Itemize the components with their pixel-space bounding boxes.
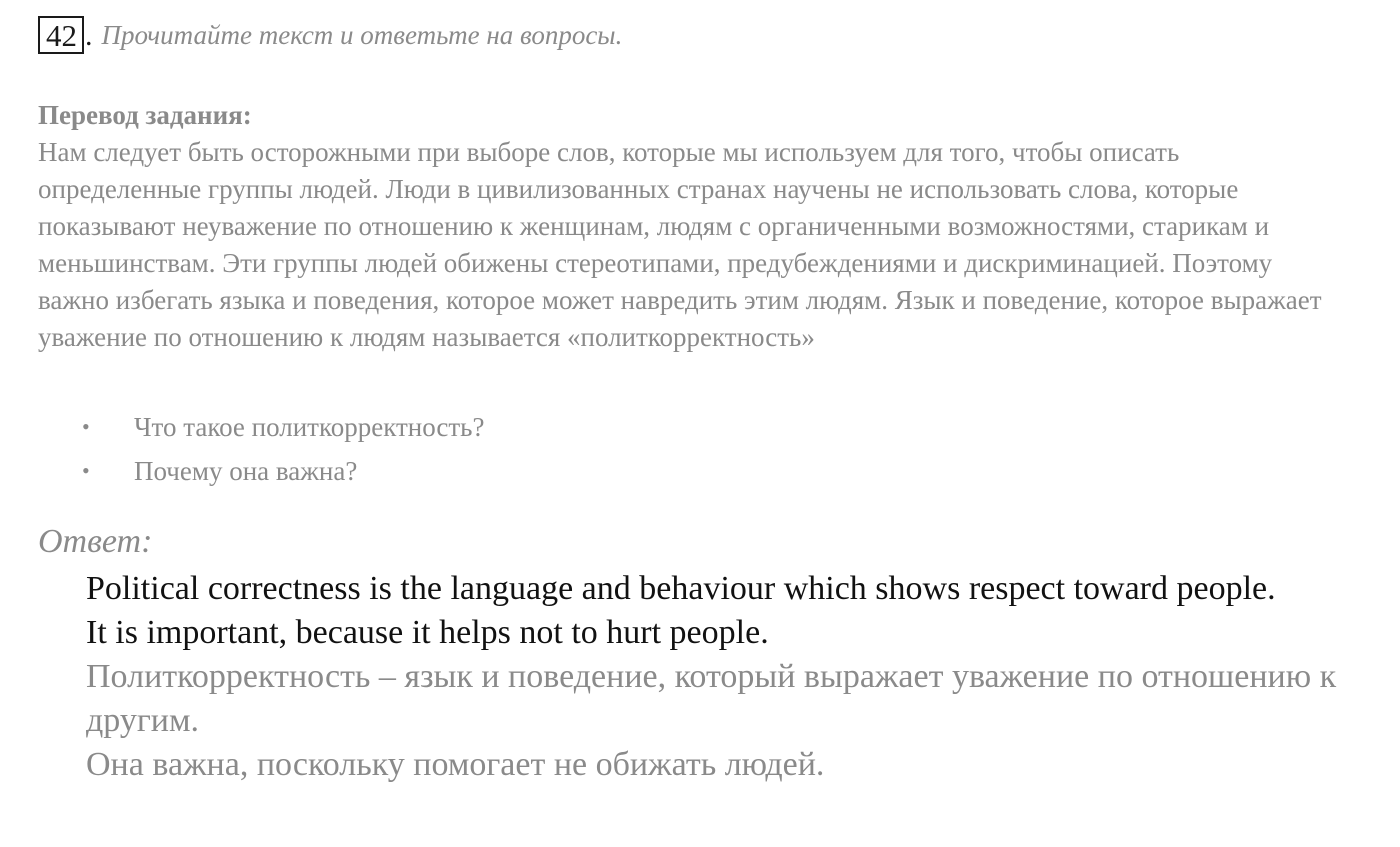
- question-list: [82, 405, 484, 493]
- bullet-icon: •: [82, 414, 90, 439]
- question-text: Почему она важна?: [134, 456, 358, 486]
- list-item: [82, 405, 484, 449]
- answer-label: Ответ:: [38, 523, 153, 560]
- bullet-icon: •: [82, 458, 90, 483]
- answer-english-2: It is important, because it helps not to hurt people.: [86, 614, 769, 651]
- answer-english-1: Political correctness is the language and behaviour which shows respect toward people.: [86, 570, 1276, 607]
- task-number-dot: .: [85, 19, 93, 52]
- task-header: [38, 16, 622, 54]
- answer-section: [86, 567, 1366, 787]
- task-number-box: [38, 16, 84, 54]
- answer-russian-1: Политкорректность – язык и поведение, который выражает уважение по отношению к другим.: [86, 658, 1337, 739]
- answer-russian-2: Она важна, поскольку помогает не обижать людей.: [86, 746, 825, 783]
- translation-text: Нам следует быть осторожными при выборе слов, которые мы используем для того, чтобы описать определенные группы людей. Люди в цивилизованных странах научены не использовать слова, которые показывают неуважение по отношению к женщинам, людям с органиченными возможностями, старикам и меньшинствам. Эти группы людей обижены стереотипами, предубеждениями и дискриминацией. Поэтому важно избегать языка и поведения, которое может навредить этим людям. Язык и поведение, которое выражает уважение по отношению к людям называется «политкорректность»: [38, 137, 1322, 352]
- task-instruction: Прочитайте текст и ответьте на вопросы.: [101, 19, 623, 50]
- task-number: 42: [46, 17, 77, 53]
- question-text: Что такое политкорректность?: [134, 412, 485, 442]
- translation-heading: Перевод задания:: [38, 100, 252, 130]
- list-item: [82, 449, 484, 493]
- translation-section: [38, 97, 1368, 356]
